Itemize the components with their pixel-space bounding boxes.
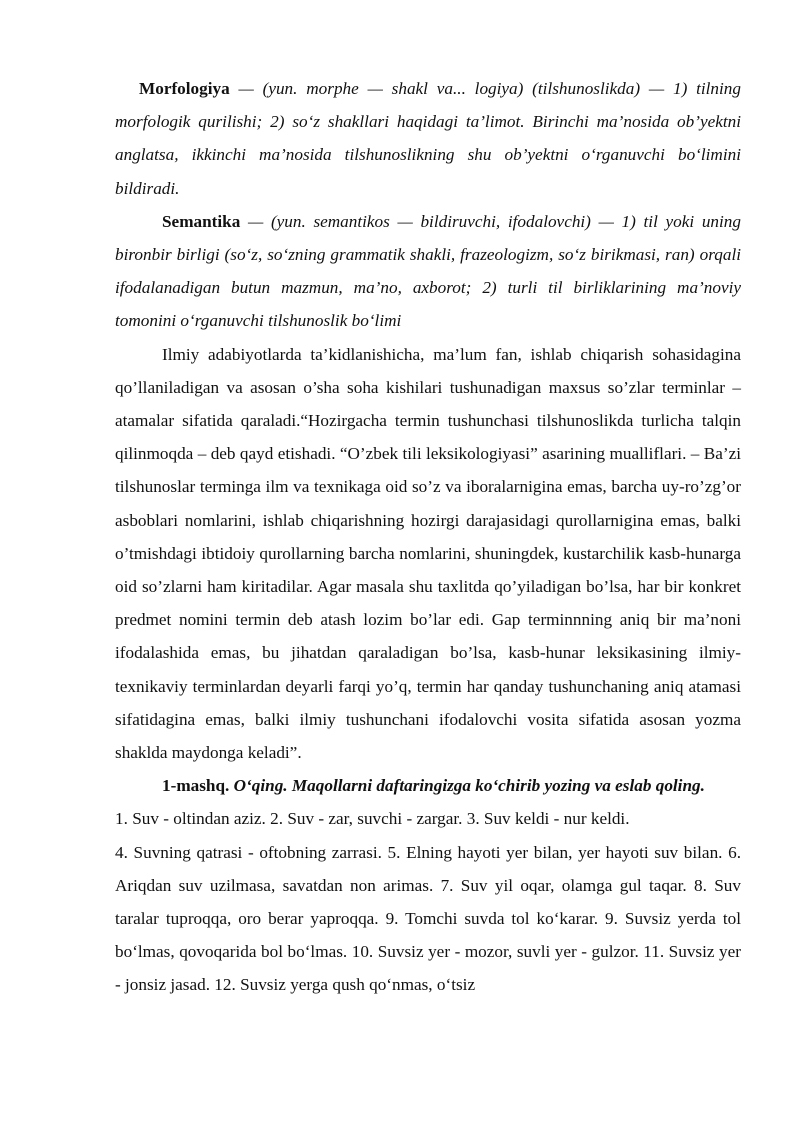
definition-morfologiya: — (yun. morphe — shakl va... logiya) (tilshunoslikda) — 1) tilning morfologik qurilishi; 2) so‘z shakllari haqidagi ta’limot. Birinchi ma’nosida ob’yektni anglatsa, ikkinchi ma’nosida tilshunoslikning shu ob’yektni o‘rganuvchi bo‘limini bildiradi. <box>115 79 741 198</box>
paragraph-exercise <box>115 769 741 802</box>
proverbs-line-1: 1. Suv - oltindan aziz. 2. Suv - zar, suvchi - zargar. 3. Suv keldi - nur keldi. <box>115 809 630 829</box>
proverbs-list: 4. Suvning qatrasi - oftobning zarrasi. 5. Elning hayoti yer bilan, yer hayoti suv bilan. 6. Ariqdan suv uzilmasa, savatdan non arimas. 7. Suv yil oqar, olamga gul taqar. 8. Suv taralar tuproqqa, oro berar yaproqqa. 9. Tomchi suvda tol ko‘karar. 9. Suvsiz yerda tol bo‘lmas, qovoqarida bol bo‘lmas. 10. Suvsiz yer - mozor, suvli yer - gulzor. 11. Suvsiz yer - jonsiz jasad. 12. Suvsiz yerga qush qo‘nmas, o‘tsiz <box>115 842 741 995</box>
exercise-instruction: O‘qing. Maqollarni daftaringizga ko‘chirib yozing va eslab qoling. <box>229 776 705 796</box>
document-body <box>115 72 741 1002</box>
paragraph-semantika <box>115 205 741 338</box>
term-semantika: Semantika <box>162 211 241 231</box>
term-morfologiya: Morfologiya <box>139 79 230 98</box>
paragraph-ilmiy: Ilmiy adabiyotlarda ta’kidlanishicha, ma’lum fan, ishlab chiqarish sohasidagina qo’llaniladigan va asosan o’sha soha kishilari tushunadigan maxsus so’zlar terminlar – atamalar sifatida qaraladi.“Hozirgacha termin tushunchasi tilshunoslikda turlicha talqin qilinmoqda – deb qayd etishadi. “O’zbek tili leksikologiyasi” asarining mualliflari. – Ba’zi tilshunoslar terminga ilm va texnikaga oid so’z va iboralarnigina emas, barcha uy-ro’zg’or asboblari nomlarini, ishlab chiqarishning hozirgi darajasidagi qurollarnigina emas, balki o’tmishdagi ibtidoiy qurollarning barcha nomlarini, shuningdek, kustarchilik kasb-hunarga oid so’zlarni ham kiritadilar. Agar masala shu taxlitda qo’yiladigan bo’lsa, har bir konkret predmet nomini termin deb atash lozim bo’lar edi. Gap terminnning aniq bir ma’noni ifodalashida emas, bu jihatdan qaraladigan bo’lsa, kasb-hunar leksikasining ilmiy-texnikaviy terminlardan deyarli farqi yo’q, termin har qanday tushunchaning aniq atamasi sifatidagina emas, balki ilmiy tushunchani ifodalovchi vosita sifatida asosan yozma shaklda maydonga keladi”. <box>115 344 741 763</box>
exercise-label: 1-mashq. <box>162 776 230 796</box>
paragraph-morfologiya <box>115 72 741 205</box>
definition-semantika: — (yun. semantikos — bildiruvchi, ifodalovchi) — 1) til yoki uning bironbir birligi (so‘z, so‘zning grammatik shakli, frazeologizm, so‘z birikmasi, ran) orqali ifodalanadigan butun mazmun, ma’no, axborot; 2) turli til birliklarining ma’noviy tomonini o‘rganuvchi tilshunoslik bo‘limi <box>115 211 741 331</box>
